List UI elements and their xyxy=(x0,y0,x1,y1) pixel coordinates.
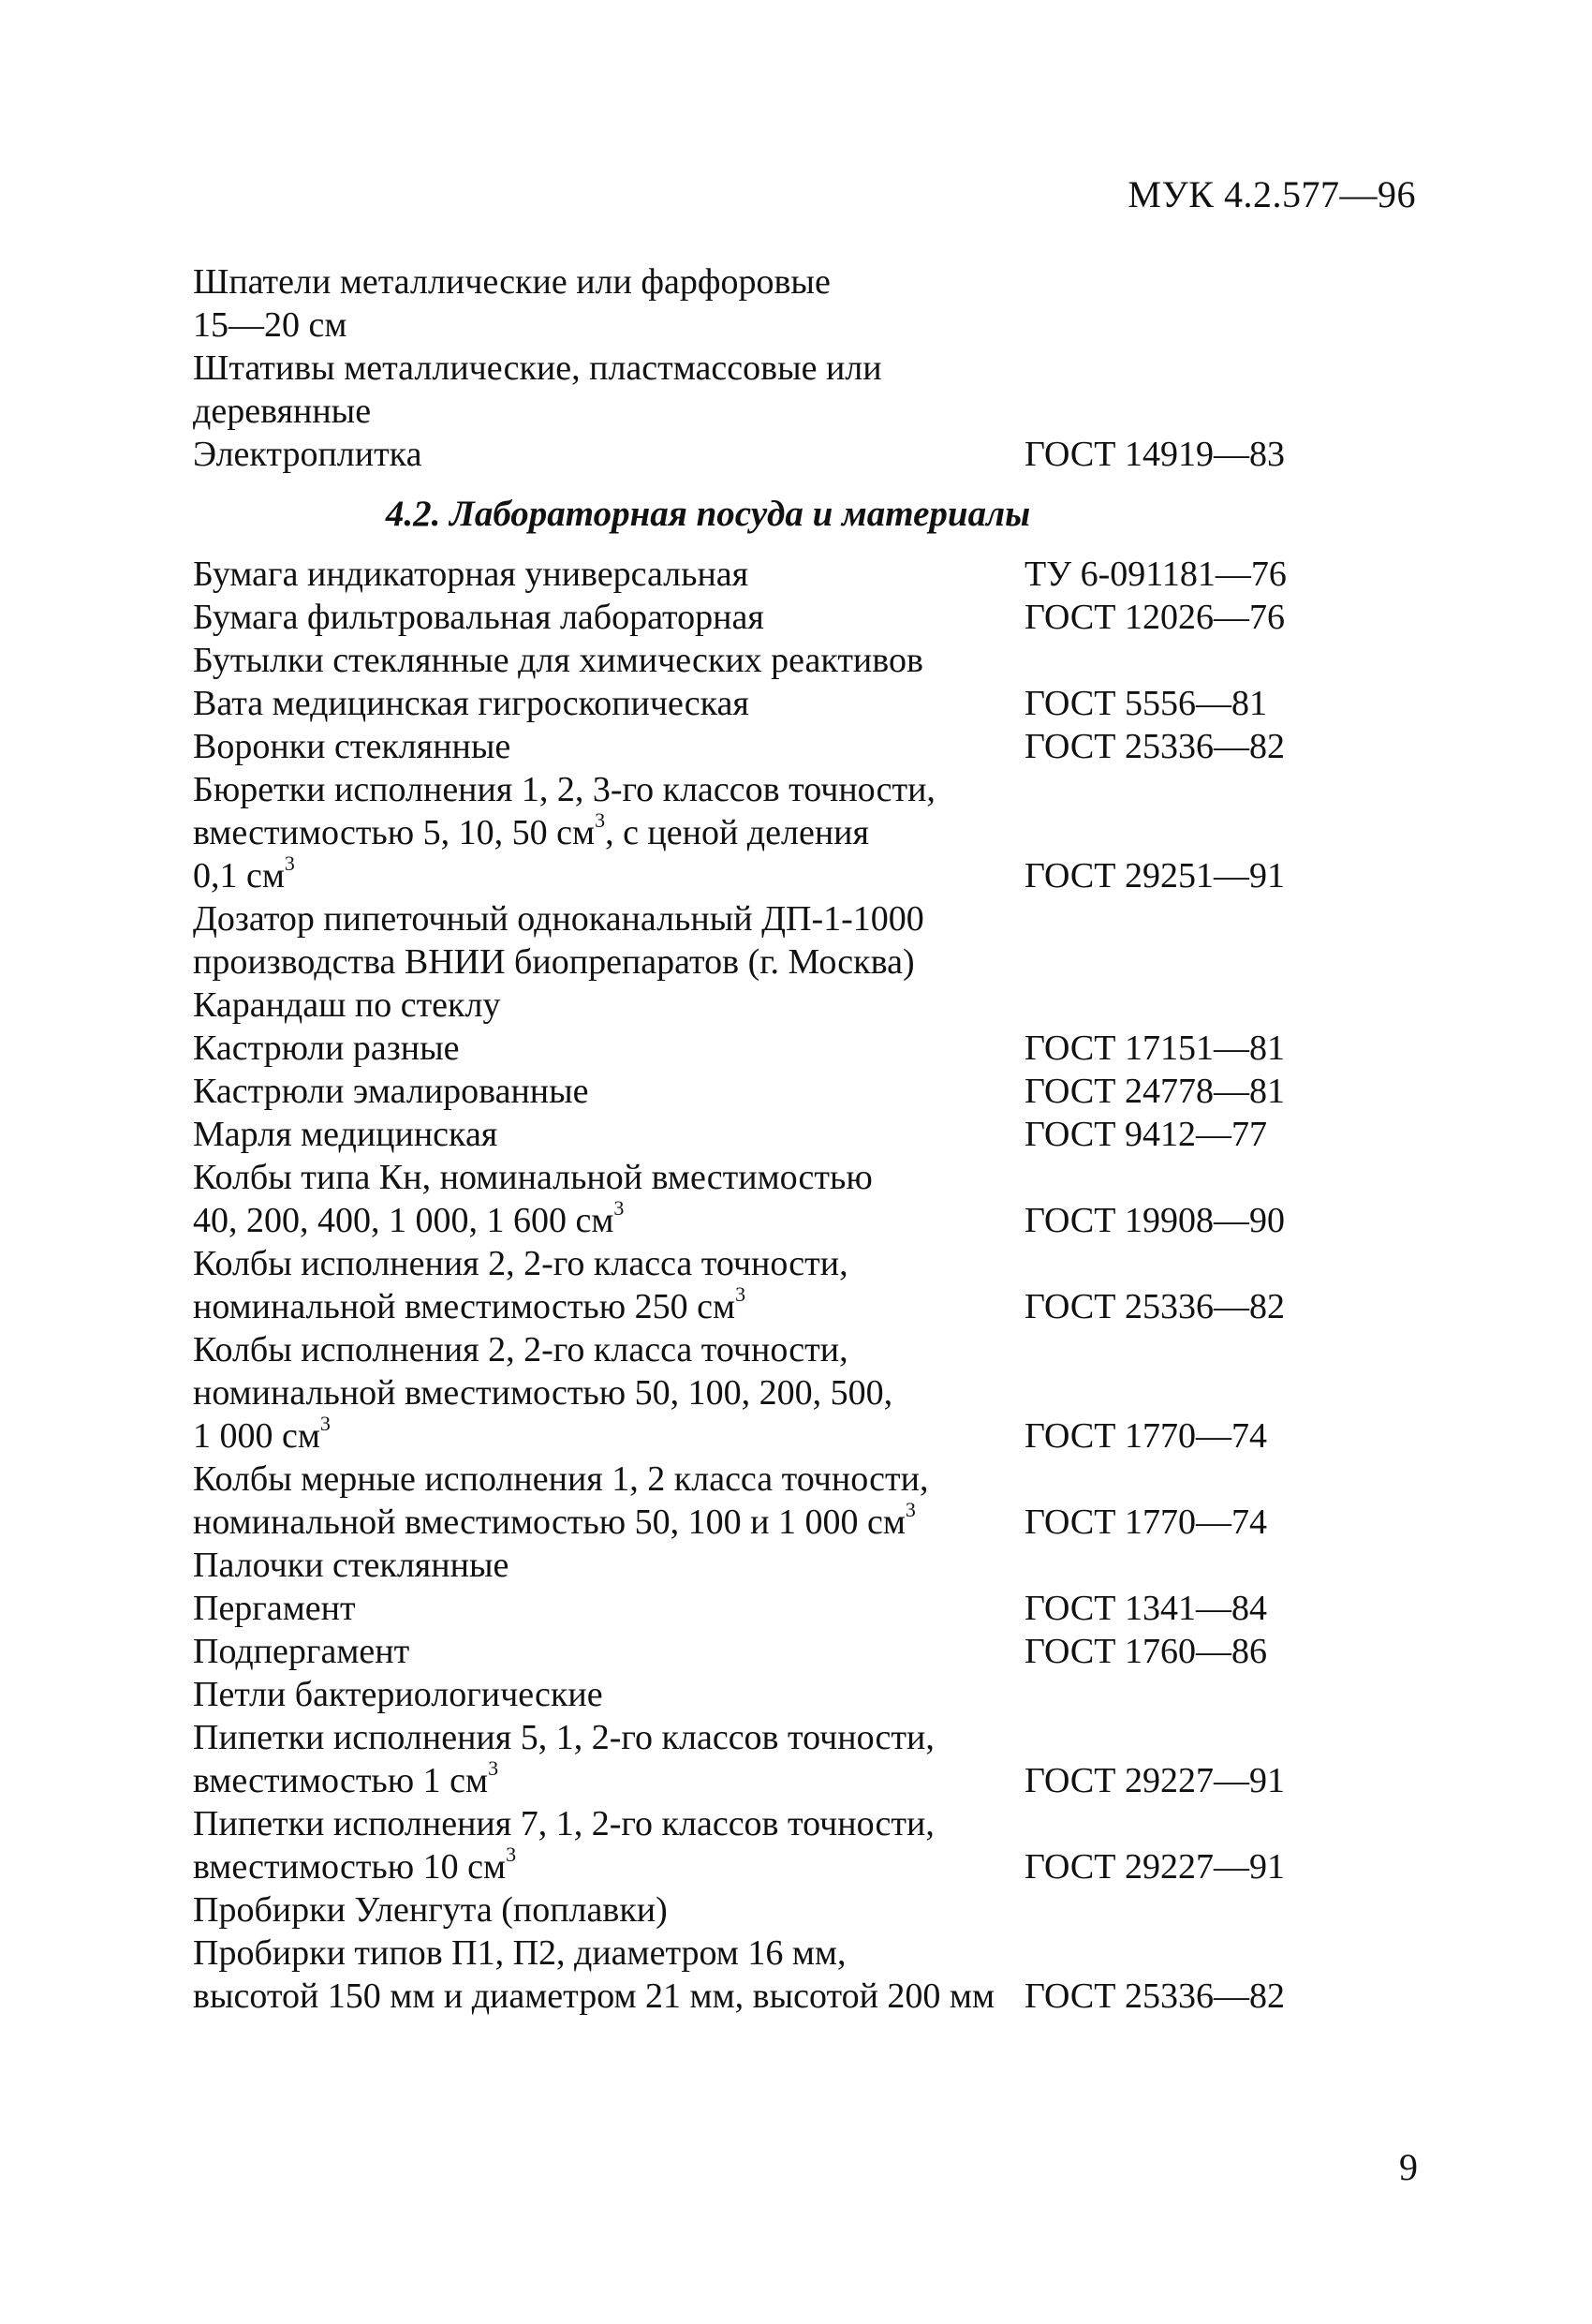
item-line xyxy=(193,682,1024,725)
list-item xyxy=(193,433,1410,476)
list-item xyxy=(193,1587,1410,1630)
list-item xyxy=(193,768,1410,897)
item-line xyxy=(193,851,1024,897)
item-line xyxy=(193,1242,1024,1285)
item-line-text: 1 000 см xyxy=(193,1416,320,1456)
standard-reference: ГОСТ 17151—81 xyxy=(1024,1029,1285,1068)
item-name xyxy=(193,1070,1024,1113)
item-name xyxy=(193,682,1024,725)
list-item xyxy=(193,1242,1410,1328)
item-line xyxy=(193,725,1024,768)
item-line xyxy=(193,1371,1024,1414)
item-name xyxy=(193,347,1024,433)
item-line xyxy=(193,1282,1024,1328)
item-name xyxy=(193,1113,1024,1156)
item-name xyxy=(193,433,1024,476)
standard-reference: ГОСТ 1770—74 xyxy=(1024,1416,1267,1456)
item-line xyxy=(193,260,1024,303)
cubic-superscript: 3 xyxy=(506,1843,517,1867)
item-line-text: Колбы мерные исполнения 1, 2 класса точности, xyxy=(193,1459,929,1499)
item-line-text: Штативы металлические, пластмассовые или xyxy=(193,348,882,388)
item-line-text: Колбы типа Кн, номинальной вместимостью xyxy=(193,1158,873,1197)
page-number: 9 xyxy=(1399,2146,1418,2188)
item-name xyxy=(193,553,1024,596)
list-item xyxy=(193,1458,1410,1544)
standard-reference: ГОСТ 29251—91 xyxy=(1024,856,1285,896)
item-line-text: производства ВНИИ биопрепаратов (г. Москва) xyxy=(193,942,915,982)
item-name xyxy=(193,1888,1024,1932)
item-line xyxy=(193,1544,1024,1587)
list-item xyxy=(193,897,1410,984)
item-line xyxy=(193,553,1024,596)
item-name xyxy=(193,1802,1024,1888)
item-line xyxy=(193,1113,1024,1156)
item-line xyxy=(193,1070,1024,1113)
item-line-text: Вата медицинская гигроскопическая xyxy=(193,684,749,723)
list-item xyxy=(193,1630,1410,1673)
item-line-text: 40, 200, 400, 1 000, 1 600 см xyxy=(193,1201,614,1240)
list-item xyxy=(193,682,1410,725)
item-line xyxy=(193,1587,1024,1630)
list-item xyxy=(193,639,1410,682)
standard-reference: ГОСТ 24778—81 xyxy=(1024,1072,1285,1111)
section-title: 4.2. Лабораторная посуда и материалы xyxy=(385,494,1031,534)
item-name xyxy=(193,1673,1024,1716)
item-line xyxy=(193,1673,1024,1716)
item-line xyxy=(193,1328,1024,1371)
item-line-text: номинальной вместимостью 50, 100 и 1 000 см xyxy=(193,1502,906,1542)
item-line-text: Дозатор пипеточный одноканальный ДП-1-1000 xyxy=(193,899,924,939)
list-item xyxy=(193,1932,1410,2018)
item-name xyxy=(193,1328,1024,1458)
list-item xyxy=(193,1888,1410,1932)
item-line xyxy=(193,303,1024,347)
standard-reference: ГОСТ 25336—82 xyxy=(1024,727,1285,766)
item-name xyxy=(193,1458,1024,1544)
standard-reference: ГОСТ 1770—74 xyxy=(1024,1502,1267,1542)
item-name xyxy=(193,984,1024,1027)
standard-reference: ГОСТ 9412—77 xyxy=(1024,1115,1267,1154)
item-line-text: номинальной вместимостью 250 см xyxy=(193,1287,736,1326)
item-line xyxy=(193,347,1024,390)
cubic-superscript: 3 xyxy=(595,808,606,833)
equipment-list xyxy=(193,260,1410,2018)
item-line xyxy=(193,1802,1024,1845)
item-line-text: 15—20 см xyxy=(193,305,347,345)
item-name xyxy=(193,260,1024,347)
item-line xyxy=(193,808,1024,854)
list-item xyxy=(193,725,1410,768)
item-line xyxy=(193,1196,1024,1242)
list-after-section xyxy=(193,553,1410,2018)
list-item xyxy=(193,347,1410,433)
list-item xyxy=(193,1716,1410,1802)
standard-reference: ГОСТ 1760—86 xyxy=(1024,1632,1267,1671)
item-line-text: Пипетки исполнения 5, 1, 2-го классов точности, xyxy=(193,1718,935,1757)
item-line-text: высотой 150 мм и диаметром 21 мм, высотой 200 мм xyxy=(193,1976,995,2016)
item-line xyxy=(193,1716,1024,1759)
item-line xyxy=(193,433,1024,476)
list-item xyxy=(193,596,1410,639)
item-line-text: Пипетки исполнения 7, 1, 2-го классов точности, xyxy=(193,1804,935,1843)
list-item xyxy=(193,1113,1410,1156)
item-name xyxy=(193,1587,1024,1630)
item-line-text: Пробирки типов П1, П2, диаметром 16 мм, xyxy=(193,1933,847,1973)
cubic-superscript: 3 xyxy=(488,1756,499,1781)
cubic-superscript: 3 xyxy=(735,1282,746,1307)
item-line-text: деревянные xyxy=(193,392,372,431)
item-line-text: Кастрюли эмалированные xyxy=(193,1072,589,1111)
item-line xyxy=(193,639,1024,682)
list-item xyxy=(193,1802,1410,1888)
item-name xyxy=(193,1544,1024,1587)
standard-reference: ТУ 6-091181—76 xyxy=(1024,555,1287,594)
standard-reference: ГОСТ 14919—83 xyxy=(1024,435,1285,474)
item-line-text: Пергамент xyxy=(193,1589,356,1628)
item-name xyxy=(193,1716,1024,1802)
item-line-text: вместимостью 5, 10, 50 см xyxy=(193,813,596,852)
item-name xyxy=(193,1027,1024,1070)
standard-reference: ГОСТ 29227—91 xyxy=(1024,1847,1285,1887)
item-name xyxy=(193,1630,1024,1673)
list-item xyxy=(193,260,1410,347)
cubic-superscript: 3 xyxy=(905,1498,916,1522)
item-line xyxy=(193,1975,1024,2018)
item-line-text: Петли бактериологические xyxy=(193,1675,603,1714)
item-name xyxy=(193,768,1024,897)
item-line xyxy=(193,897,1024,940)
standard-reference: ГОСТ 25336—82 xyxy=(1024,1976,1285,2016)
item-line xyxy=(193,1498,1024,1544)
list-item xyxy=(193,1544,1410,1587)
item-line-text: Колбы исполнения 2, 2-го класса точности, xyxy=(193,1244,848,1283)
item-line xyxy=(193,940,1024,984)
item-line xyxy=(193,1845,1024,1888)
item-name xyxy=(193,897,1024,984)
item-line xyxy=(193,1458,1024,1501)
standard-reference: ГОСТ 19908—90 xyxy=(1024,1201,1285,1240)
list-item xyxy=(193,553,1410,596)
item-line xyxy=(193,1932,1024,1975)
item-line xyxy=(193,1414,1024,1458)
item-line-text: Колбы исполнения 2, 2-го класса точности, xyxy=(193,1330,848,1369)
item-line-text: Палочки стеклянные xyxy=(193,1546,509,1585)
item-line-text: Подпергамент xyxy=(193,1632,410,1671)
list-item xyxy=(193,1328,1410,1458)
item-line-text: Кастрюли разные xyxy=(193,1029,460,1068)
list-item xyxy=(193,1156,1410,1242)
standard-reference: ГОСТ 12026—76 xyxy=(1024,598,1285,637)
item-line-text: Бюретки исполнения 1, 2, 3-го классов точности, xyxy=(193,770,936,809)
cubic-superscript: 3 xyxy=(319,1412,331,1436)
item-line-text: Марля медицинская xyxy=(193,1115,498,1154)
item-line xyxy=(193,1888,1024,1932)
item-line-text: Бутылки стеклянные для химических реактивов xyxy=(193,641,923,680)
item-line-text: номинальной вместимостью 50, 100, 200, 500, xyxy=(193,1373,893,1413)
item-line-text: Бумага индикаторная универсальная xyxy=(193,555,749,594)
list-item xyxy=(193,984,1410,1027)
item-line-text: вместимостью 1 см xyxy=(193,1761,489,1800)
standard-reference: ГОСТ 1341—84 xyxy=(1024,1589,1267,1628)
item-line xyxy=(193,768,1024,811)
item-line-text: Бумага фильтровальная лабораторная xyxy=(193,598,764,637)
item-line-text: Шпатели металлические или фарфоровые xyxy=(193,262,831,302)
item-name xyxy=(193,596,1024,639)
standard-reference: ГОСТ 25336—82 xyxy=(1024,1287,1285,1326)
item-line-text: вместимостью 10 см xyxy=(193,1847,507,1887)
item-line-text: Карандаш по стеклу xyxy=(193,985,501,1025)
item-name xyxy=(193,639,1024,682)
item-name xyxy=(193,1242,1024,1328)
item-line-text: Электроплитка xyxy=(193,435,422,474)
item-line xyxy=(193,1756,1024,1802)
item-line-text: Пробирки Уленгута (поплавки) xyxy=(193,1890,668,1930)
item-line xyxy=(193,1630,1024,1673)
list-item xyxy=(193,1027,1410,1070)
item-name xyxy=(193,725,1024,768)
item-name xyxy=(193,1156,1024,1242)
item-line-text: 0,1 см xyxy=(193,856,285,896)
document-code: МУК 4.2.577—96 xyxy=(1128,173,1416,215)
cubic-superscript: 3 xyxy=(284,851,295,876)
cubic-superscript: 3 xyxy=(613,1196,625,1221)
item-line xyxy=(193,1156,1024,1199)
item-line xyxy=(193,390,1024,433)
list-before-section xyxy=(193,260,1410,476)
standard-reference: ГОСТ 29227—91 xyxy=(1024,1761,1285,1800)
item-line xyxy=(193,984,1024,1027)
item-line xyxy=(193,596,1024,639)
list-item xyxy=(193,1673,1410,1716)
item-line-text: Воронки стеклянные xyxy=(193,727,511,766)
item-line xyxy=(193,1027,1024,1070)
item-line-text-after: , с ценой деления xyxy=(605,813,869,852)
list-item xyxy=(193,1070,1410,1113)
standard-reference: ГОСТ 5556—81 xyxy=(1024,684,1267,723)
item-name xyxy=(193,1932,1024,2018)
